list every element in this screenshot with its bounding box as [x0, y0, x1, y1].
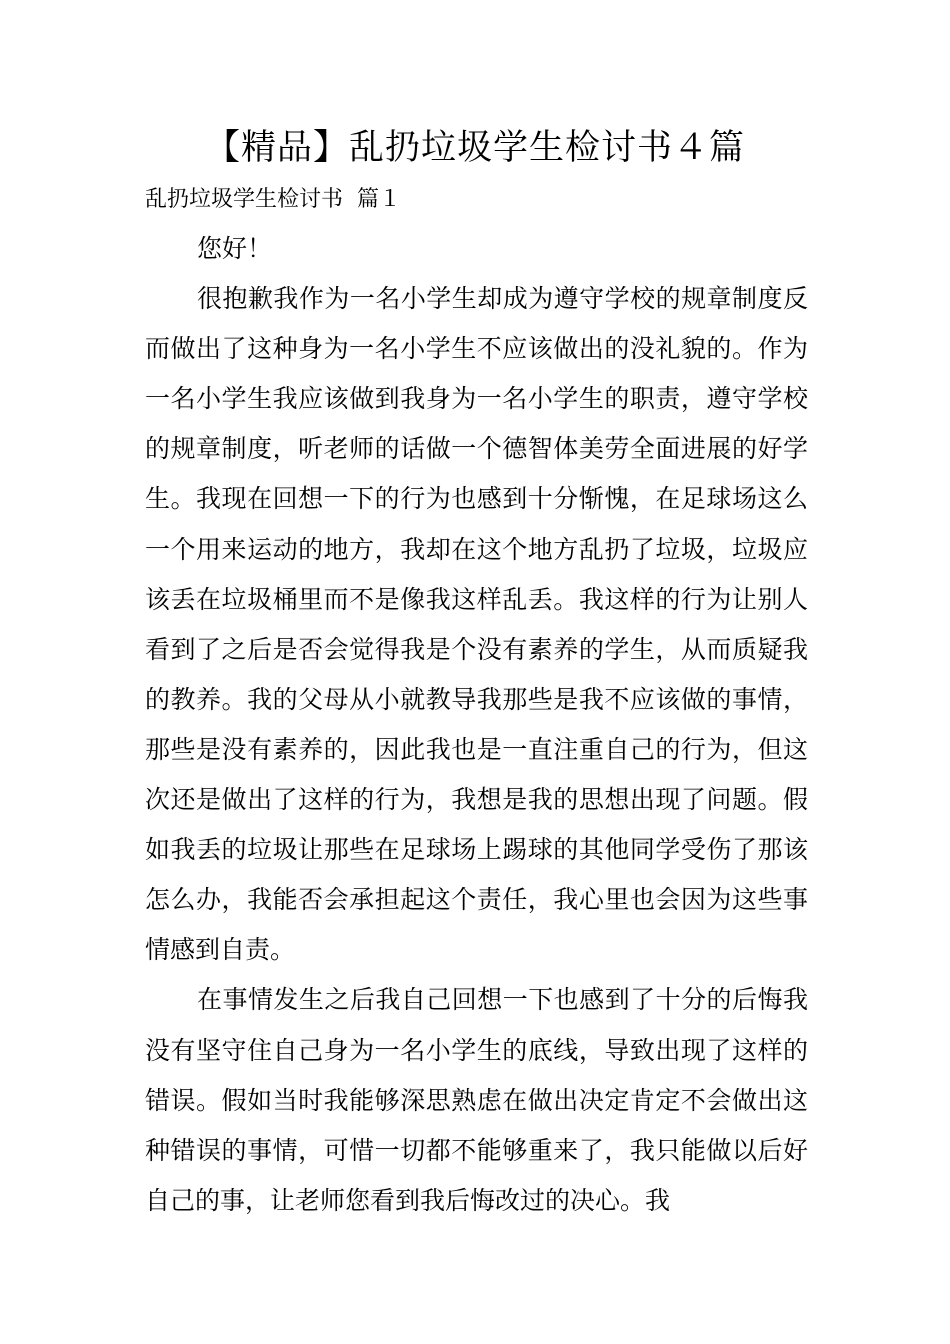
document-title: 【精品】乱扔垃圾学生检讨书４篇 — [204, 128, 745, 168]
body-paragraph: 在事情发生之后我自己回想一下也感到了十分的后悔我没有坚守住自己身为一名小学生的底线，导致出现了这样的错误。假如当时我能够深思熟虑在做出决定肯定不会做出这种错误的事情，可惜一切都不能够重来了，我只能做以后好自己的事，让老师您看到我后悔改过的决心。我 — [145, 985, 808, 1215]
greeting-paragraph: 您好！ — [197, 234, 273, 263]
document-body — [145, 224, 808, 1226]
body-paragraph: 很抱歉我作为一名小学生却成为遵守学校的规章制度反而做出了这种身为一名小学生不应该做出的没礼貌的。作为一名小学生我应该做到我身为一名小学生的职责，遵守学校的规章制度，听老师的话做一个德智体美劳全面进展的好学生。我现在回想一下的行为也感到十分惭愧，在足球场这么一个用来运动的地方，我却在这个地方乱扔了垃圾，垃圾应该丢在垃圾桶里而不是像我这样乱丢。我这样的行为让别人看到了之后是否会觉得我是个没有素养的学生，从而质疑我的教养。我的父母从小就教导我那些是我不应该做的事情，那些是没有素养的，因此我也是一直注重自己的行为，但这次还是做出了这样的行为，我想是我的思想出现了问题。假如我丢的垃圾让那些在足球场上踢球的其他同学受伤了那该怎么办，我能否会承担起这个责任，我心里也会因为这些事情感到自责。 — [145, 284, 808, 965]
section-heading: 乱扔垃圾学生检讨书 篇１ — [145, 187, 401, 212]
